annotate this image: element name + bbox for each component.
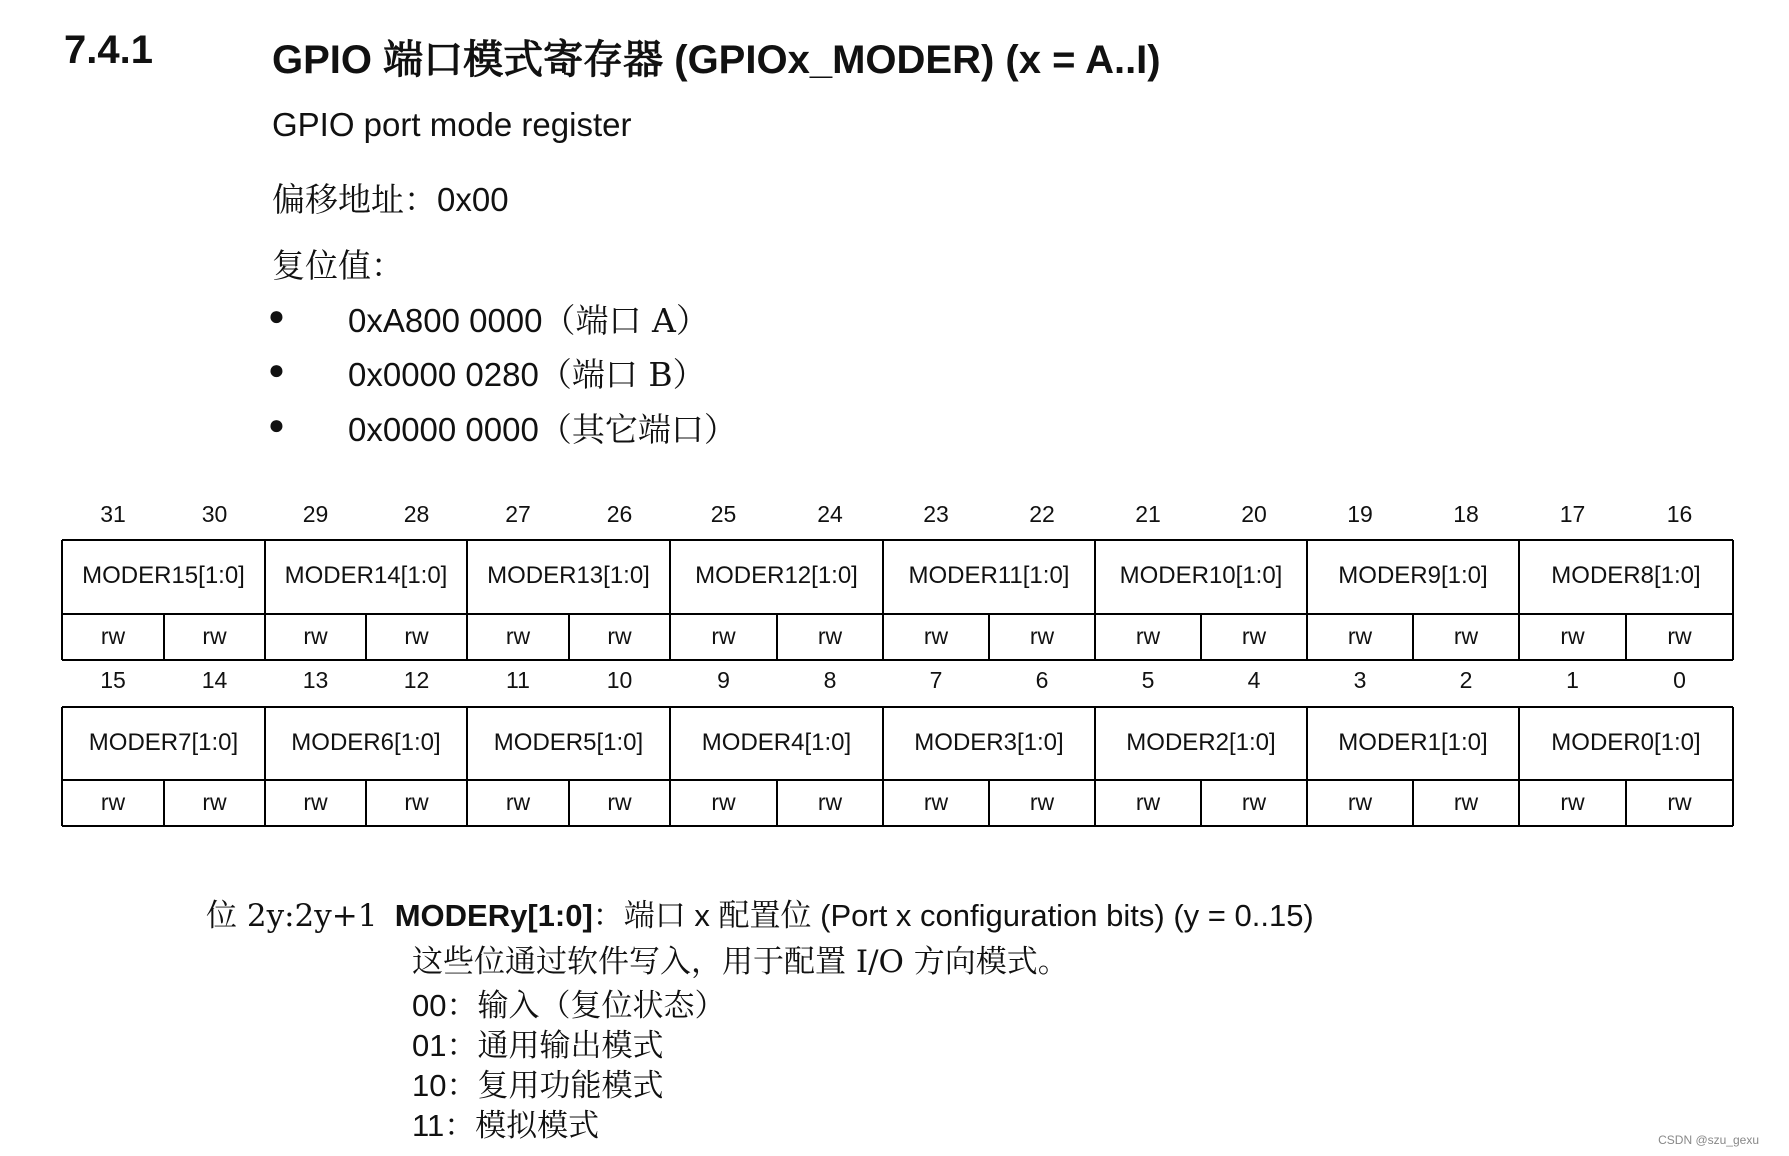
access-rw: rw (100, 623, 126, 649)
bit-number: 6 (1035, 667, 1049, 693)
access-rw: rw (1135, 789, 1161, 815)
offset-line (272, 174, 509, 221)
bullet-icon: ● (268, 409, 285, 440)
register-field: MODER11[1:0] (908, 562, 1070, 589)
bit-number: 13 (302, 667, 329, 693)
bit-number: 21 (1135, 501, 1161, 527)
option-text: ：输入（复位状态） (446, 988, 726, 1024)
bit-number: 26 (606, 501, 633, 527)
bit-number: 5 (1141, 667, 1155, 693)
register-field: MODER15[1:0] (82, 562, 245, 589)
bit-number: 3 (1353, 667, 1367, 693)
option-code: 01 (412, 1028, 447, 1063)
offset-label: 偏移地址： (272, 180, 437, 219)
bit-number: 17 (1559, 501, 1586, 527)
option-item (412, 1100, 599, 1145)
access-rw: rw (1135, 623, 1161, 649)
field-description-heading (206, 890, 1314, 935)
bit-number: 25 (710, 501, 737, 527)
bit-number: 29 (302, 501, 329, 527)
access-rw: rw (711, 623, 736, 649)
section-title: GPIO 端口模式寄存器 (GPIOx_MODER) (x = A..I) (272, 38, 1161, 82)
bit-number: 27 (505, 501, 531, 527)
access-rw: rw (404, 623, 429, 649)
bit-number: 11 (506, 667, 530, 693)
access-rw: rw (923, 789, 949, 815)
register-field: MODER12[1:0] (695, 562, 858, 589)
option-text: ：通用输出模式 (446, 1028, 664, 1064)
reset-value: 0x0000 0280 (348, 356, 539, 393)
bit-number: 10 (606, 667, 633, 693)
reset-value-item (348, 404, 737, 451)
access-rw: rw (923, 623, 949, 649)
access-rw: rw (1560, 789, 1585, 815)
option-item (412, 1060, 663, 1105)
access-rw: rw (1453, 789, 1479, 815)
register-field: MODER9[1:0] (1338, 562, 1488, 589)
bit-number: 22 (1029, 501, 1055, 527)
field-note: 这些位通过软件写入，用于配置 I/O 方向模式。 (412, 944, 1069, 980)
access-rw: rw (202, 789, 227, 815)
access-rw: rw (817, 623, 843, 649)
option-code: 00 (412, 988, 447, 1023)
reset-value-item (348, 349, 706, 396)
access-rw: rw (1029, 623, 1055, 649)
access-rw: rw (1667, 623, 1692, 649)
option-code: 11 (412, 1108, 445, 1143)
access-rw: rw (817, 789, 843, 815)
access-rw: rw (1347, 789, 1373, 815)
register-field: MODER14[1:0] (284, 562, 448, 589)
bit-number: 16 (1666, 501, 1693, 527)
bit-number: 4 (1247, 667, 1261, 693)
bit-number: 18 (1453, 501, 1479, 527)
access-rw: rw (1667, 789, 1692, 815)
access-rw: rw (202, 623, 227, 649)
access-rw: rw (404, 789, 429, 815)
bit-number: 8 (823, 667, 837, 693)
bit-number: 20 (1241, 501, 1267, 527)
bit-number: 31 (100, 501, 126, 527)
reset-note: （其它端口） (538, 410, 737, 449)
bit-number: 12 (403, 667, 430, 693)
bit-number: 23 (923, 501, 949, 527)
access-rw: rw (1560, 623, 1585, 649)
register-field: MODER7[1:0] (88, 728, 239, 756)
bit-number: 19 (1347, 501, 1373, 527)
register-field: MODER10[1:0] (1119, 562, 1283, 589)
reset-value-item (348, 295, 709, 342)
register-field: MODER0[1:0] (1551, 728, 1701, 756)
register-field: MODER4[1:0] (701, 728, 852, 756)
offset-value: 0x00 (437, 181, 509, 218)
option-code: 10 (412, 1068, 447, 1103)
bit-number: 0 (1673, 667, 1686, 693)
access-rw: rw (607, 623, 632, 649)
bit-number: 24 (817, 501, 843, 527)
reset-note: （端口 B） (538, 355, 706, 394)
reset-value: 0xA800 0000 (348, 302, 543, 339)
register-field: MODER6[1:0] (291, 728, 441, 756)
bullet-icon: ● (268, 300, 285, 331)
bit-number: 30 (201, 501, 228, 527)
bit-number: 2 (1459, 667, 1473, 693)
option-text: ：模拟模式 (444, 1108, 600, 1144)
access-rw: rw (1347, 623, 1373, 649)
access-rw: rw (1241, 623, 1267, 649)
access-rw: rw (303, 623, 328, 649)
field-name: MODERy[1:0] (394, 898, 593, 933)
bit-number: 9 (717, 667, 730, 693)
access-rw: rw (505, 623, 531, 649)
reset-value: 0x0000 0000 (348, 411, 539, 448)
register-field: MODER13[1:0] (487, 562, 650, 589)
access-rw: rw (1453, 623, 1479, 649)
access-rw: rw (1029, 789, 1055, 815)
register-field: MODER3[1:0] (914, 728, 1064, 756)
register-field: MODER1[1:0] (1338, 728, 1488, 756)
access-rw: rw (1241, 789, 1267, 815)
field-desc: ：端口 x 配置位 (Port x configuration bits) (y = 0..15) (592, 898, 1314, 933)
watermark: CSDN @szu_gexu (1658, 1133, 1759, 1147)
access-rw: rw (303, 789, 328, 815)
access-rw: rw (711, 789, 736, 815)
register-subtitle: GPIO port mode register (272, 106, 632, 143)
register-field: MODER5[1:0] (493, 728, 644, 756)
option-text: ：复用功能模式 (446, 1068, 664, 1104)
bit-number: 7 (929, 667, 943, 693)
bits-label: 位 2y:2y+1 (206, 898, 378, 934)
bit-number: 1 (1566, 667, 1579, 693)
access-rw: rw (100, 789, 126, 815)
access-rw: rw (505, 789, 531, 815)
bit-number: 14 (201, 667, 228, 693)
reset-note: （端口 A） (542, 301, 709, 340)
register-field: MODER2[1:0] (1126, 728, 1276, 756)
bit-number: 15 (100, 667, 126, 693)
section-number: 7.4.1 (64, 28, 153, 72)
access-rw: rw (607, 789, 632, 815)
reset-label: 复位值： (272, 246, 404, 285)
bullet-icon: ● (268, 354, 285, 385)
option-item (412, 1020, 663, 1065)
bit-number: 28 (403, 501, 430, 527)
register-field: MODER8[1:0] (1551, 562, 1701, 589)
option-item (412, 980, 725, 1025)
